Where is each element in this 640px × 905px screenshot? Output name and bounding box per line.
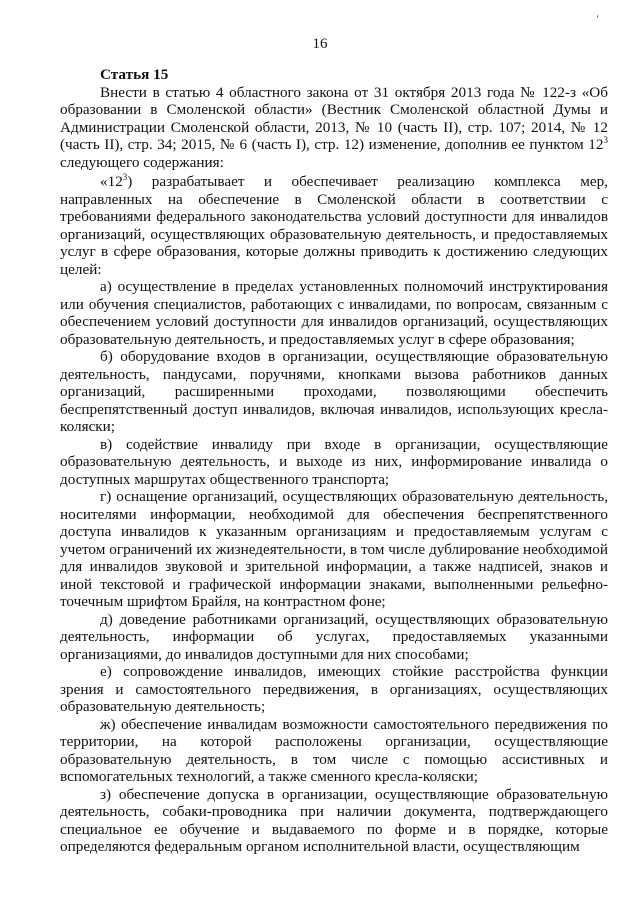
quoted-clause [60,173,608,278]
list-item-zh: ж) обеспечение инвалидам возможности самостоятельного передвижения по территории, на которой расположены организации, осуществляющие образовательную деятельность, в том числе с помощью ассистивных и вспомогательных технологий, а также сменного кресла-коляски; [60,715,608,785]
quote-text: ) разрабатывает и обеспечивает реализацию комплекса мер, направленных на обеспечение в Смоленской области в соответствии с требованиями федерального законодательства условий доступности для инвалидов организаций, осуществляющих образовательную деятельность, и предоставляемых услуг в сфере образования, которые должны приводить к достижению следующих целей: [60,173,608,278]
intro-tail: следующего содержания: [60,153,224,171]
article-intro [60,84,608,172]
list-item-v: в) содействие инвалиду при входе в организации, осуществляющие образовательную деятельность, и выходе из них, информирование инвалида о доступных маршрутах общественного транспорта; [60,435,608,488]
list-item-g: г) оснащение организаций, осуществляющих образовательную деятельность, носителями информации, необходимой для обеспечения беспрепятственного доступа инвалидов к указанным организациям и предоставляемым услугам с учетом ограничений их жизнедеятельности, в том числе дублирование необходимой для инвалидов звуковой и зрительной информации, а также надписей, знаков и иной текстовой и графической информации знаками, выполненными рельефно-точечным шрифтом Брайля, на контрастном фоне; [60,488,608,610]
list-item-z: з) обеспечение допуска в организации, осуществляющие образовательную деятельность, собаки-проводника при наличии документа, подтверждающего специальное ее обучение и выдаваемого по форме и в порядке, которые определяются федеральным органом исполнительной власти, осуществляющим [60,785,608,855]
article-title: Статья 15 [100,66,169,83]
quote-open: «12 [100,173,123,190]
corner-mark: ‘ [596,14,600,25]
list-item-b: б) оборудование входов в организации, осуществляющие образовательную деятельность, пандусами, поручнями, кнопками вызова работников данных организаций, расширенными проходами, позволяющими обеспечить беспрепятственный доступ инвалидов, включая инвалидов, использующих кресла-коляски; [60,348,608,435]
page-number: 16 [312,36,328,52]
quote-superscript: 3 [122,172,128,182]
intro-text: Внести в статью 4 областного закона от 31 октября 2013 года № 122-з «Об образовании в Смоленской области» (Вестник Смоленской областной Думы и Администрации Смоленской области, 2013, № 10 (часть II), стр. 107; 2014, № 12 (часть II), стр. 34; 2015, № 6 (часть I), стр. 12) изменение, дополнив ее пунктом 12 [60,83,608,153]
intro-superscript: 3 [603,135,608,145]
list-item-a: а) осуществление в пределах установленных полномочий инструктирования или обучения специалистов, работающих с инвалидами, по вопросам, связанным с обеспечением условий доступности для инвалидов организаций, осуществляющих образовательную деятельность, и предоставляемых услуг в сфере образования; [60,278,608,348]
document-body [60,66,608,856]
list-item-d: д) доведение работниками организаций, осуществляющих образовательную деятельность, информации об услугах, предоставляемых указанными организациями, до инвалидов доступными для них способами; [60,610,608,663]
list-item-e: е) сопровождение инвалидов, имеющих стойкие расстройства функции зрения и самостоятельного передвижения, в организациях, осуществляющих образовательную деятельность; [60,663,608,715]
